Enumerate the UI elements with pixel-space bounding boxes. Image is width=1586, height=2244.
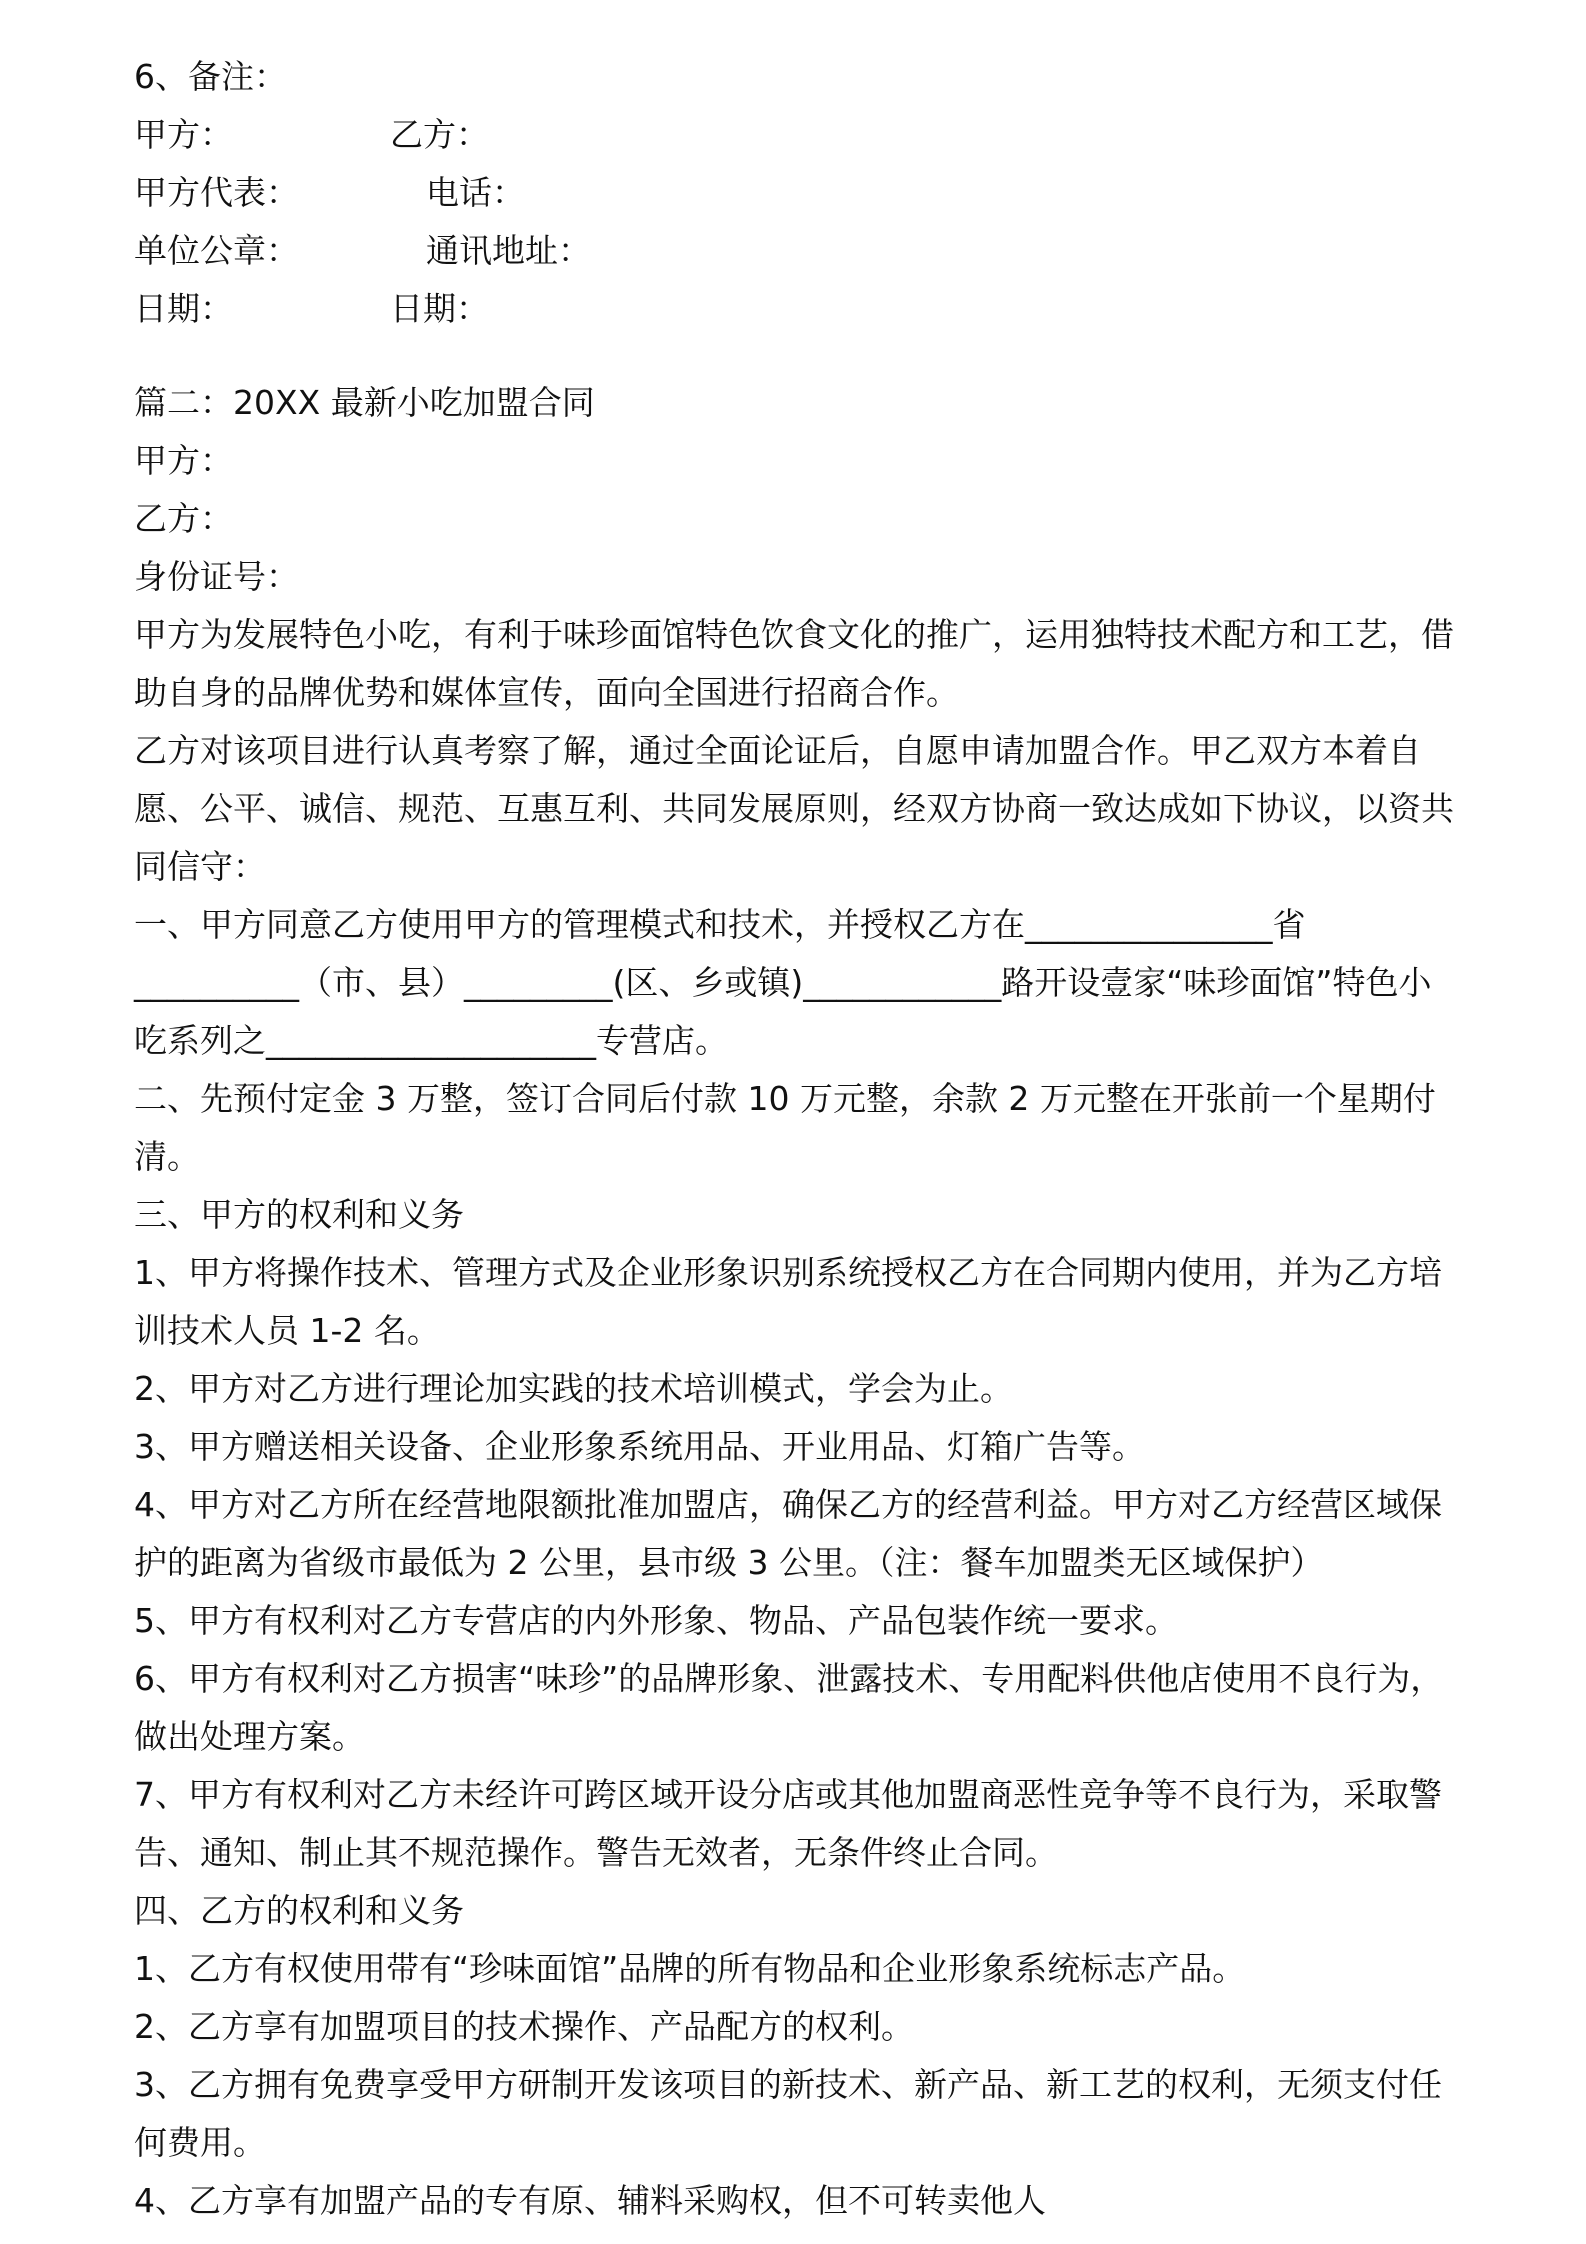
party-b-label: 乙方： [390, 115, 489, 154]
remark-label: 6、备注： [134, 57, 287, 96]
date-label-b: 日期： [390, 289, 489, 328]
party-a-item-7: 7、甲方有权利对乙方未经许可跨区域开设分店或其他加盟商恶性竞争等不良行为，采取警告、通知、制止其不规范操作。警告无效者，无条件终止合同。 [134, 1775, 1442, 1872]
party-a-line [134, 432, 1464, 490]
paragraph-intro: 甲方为发展特色小吃，有利于味珍面馆特色饮食文化的推广，运用独特技术配方和工艺，借助自身的品牌优势和媒体宣传，面向全国进行招商合作。 [134, 615, 1454, 712]
remark-line [134, 48, 1464, 106]
id-number-line [134, 548, 1464, 606]
paragraph-agreement: 乙方对该项目进行认真考察了解，通过全面论证后，自愿申请加盟合作。甲乙双方本着自愿、公平、诚信、规范、互惠互利、共同发展原则，经双方协商一致达成如下协议，以资共同信守： [134, 731, 1454, 886]
party-a-item-1: 1、甲方将操作技术、管理方式及企业形象识别系统授权乙方在合同期内使用，并为乙方培训技术人员 1-2 名。 [134, 1253, 1442, 1350]
address-label: 通讯地址： [426, 231, 591, 270]
section-title [134, 374, 1464, 432]
party-a-item-6: 6、甲方有权利对乙方损害“味珍”的品牌形象、泄露技术、专用配料供他店使用不良行为，做出处理方案。 [134, 1659, 1444, 1756]
phone-label: 电话： [426, 173, 525, 212]
sign-row-representative [134, 164, 1464, 222]
party-a-item-5: 5、甲方有权利对乙方专营店的内外形象、物品、产品包装作统一要求。 [134, 1601, 1178, 1640]
clause-2-payment: 二、先预付定金 3 万整，签订合同后付款 10 万元整，余款 2 万元整在开张前一个星期付清。 [134, 1079, 1436, 1176]
party-b-item-1: 1、乙方有权使用带有“珍味面馆”品牌的所有物品和企业形象系统标志产品。 [134, 1949, 1246, 1988]
party-a-item-3: 3、甲方赠送相关设备、企业形象系统用品、开业用品、灯箱广告等。 [134, 1427, 1145, 1466]
sign-row-seal [134, 222, 1464, 280]
clause-1-authorization: 一、甲方同意乙方使用甲方的管理模式和技术，并授权乙方在_______________省__________（市、县）_________(区、乡或镇)____________路开设壹家“味珍面馆”特色小吃系列之____________________专营店。 [134, 905, 1432, 1060]
contract-title: 篇二：20XX 最新小吃加盟合同 [134, 383, 595, 422]
party-b-item-2: 2、乙方享有加盟项目的技术操作、产品配方的权利。 [134, 2007, 914, 2046]
heading-party-a-rights: 三、甲方的权利和义务 [134, 1195, 464, 1234]
party-b-heading: 乙方： [134, 499, 233, 538]
party-b-item-3: 3、乙方拥有免费享受甲方研制开发该项目的新技术、新产品、新工艺的权利，无须支付任何费用。 [134, 2065, 1442, 2162]
document-body [134, 48, 1464, 2230]
sign-row-party [134, 106, 1464, 164]
party-a-item-2: 2、甲方对乙方进行理论加实践的技术培训模式，学会为止。 [134, 1369, 1013, 1408]
id-number-label: 身份证号： [134, 557, 299, 596]
date-label-a: 日期： [134, 289, 233, 328]
party-a-heading: 甲方： [134, 441, 233, 480]
party-a-item-4: 4、甲方对乙方所在经营地限额批准加盟店，确保乙方的经营利益。甲方对乙方经营区域保护的距离为省级市最低为 2 公里，县市级 3 公里。（注：餐车加盟类无区域保护） [134, 1485, 1442, 1582]
heading-party-b-rights: 四、乙方的权利和义务 [134, 1891, 464, 1930]
seal-label: 单位公章： [134, 231, 299, 270]
representative-label: 甲方代表： [134, 173, 299, 212]
sign-row-date [134, 280, 1464, 338]
party-a-label: 甲方： [134, 115, 233, 154]
party-b-item-4: 4、乙方享有加盟产品的专有原、辅料采购权，但不可转卖他人 [134, 2181, 1046, 2220]
party-b-line [134, 490, 1464, 548]
